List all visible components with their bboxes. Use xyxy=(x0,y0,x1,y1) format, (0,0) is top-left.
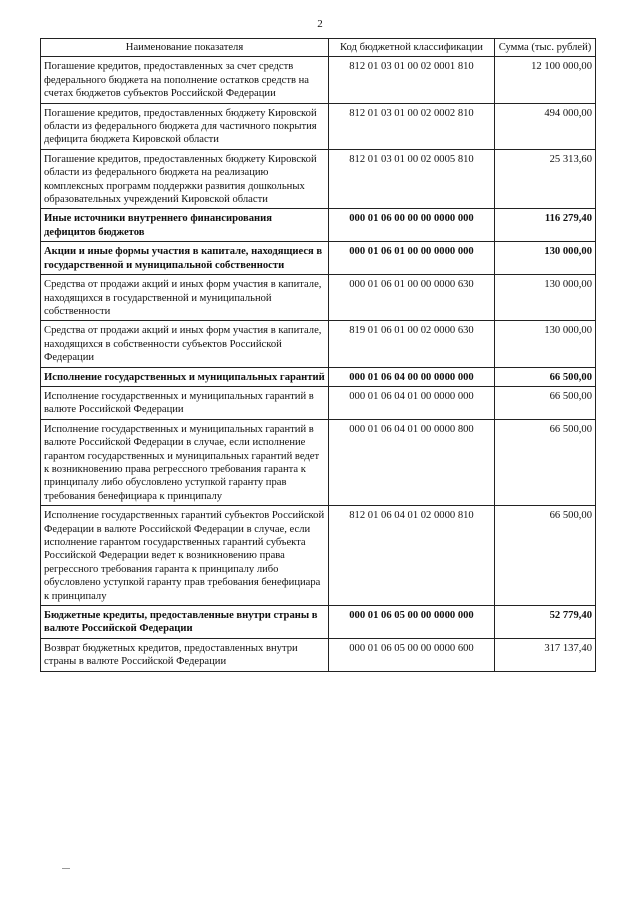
scan-mark xyxy=(62,868,70,869)
sum-cell: 52 779,40 xyxy=(495,606,596,639)
table-row xyxy=(41,321,596,367)
indicator-name-cell: Исполнение государственных и муниципальных гарантий в валюте Российской Федерации в случае, если исполнение гарантом государственных и муниципальных гарантий ведет к возникновению права регрессного требования гаранта к принципалу либо обусловлено уступкой гаранту прав требования бенефициара к принципалу xyxy=(41,419,329,505)
header-sum: Сумма (тыс. рублей) xyxy=(495,39,596,57)
budget-sources-table xyxy=(40,38,596,672)
table-row xyxy=(41,275,596,321)
classification-code-cell: 000 01 06 00 00 00 0000 000 xyxy=(329,209,495,242)
sum-cell: 130 000,00 xyxy=(495,321,596,367)
table-row-section xyxy=(41,606,596,639)
classification-code-cell: 812 01 06 04 01 02 0000 810 xyxy=(329,506,495,606)
sum-cell: 66 500,00 xyxy=(495,367,596,386)
table-header-row xyxy=(41,39,596,57)
indicator-name-cell: Средства от продажи акций и иных форм участия в капитале, находящихся в государственной и муниципальной собственности xyxy=(41,275,329,321)
sum-cell: 66 500,00 xyxy=(495,506,596,606)
indicator-name-cell: Иные источники внутреннего финансирования дефицитов бюджетов xyxy=(41,209,329,242)
table-row xyxy=(41,386,596,419)
sum-cell: 12 100 000,00 xyxy=(495,57,596,103)
classification-code-cell: 000 01 06 04 00 00 0000 000 xyxy=(329,367,495,386)
table-row xyxy=(41,103,596,149)
classification-code-cell: 812 01 03 01 00 02 0002 810 xyxy=(329,103,495,149)
sum-cell: 66 500,00 xyxy=(495,419,596,505)
sum-cell: 25 313,60 xyxy=(495,149,596,209)
table-row xyxy=(41,638,596,671)
indicator-name-cell: Погашение кредитов, предоставленных бюджету Кировской области из федерального бюджета на реализацию комплексных программ поддержки развития дошкольных образовательных учреждений Кировской области xyxy=(41,149,329,209)
classification-code-cell: 000 01 06 05 00 00 0000 600 xyxy=(329,638,495,671)
sum-cell: 116 279,40 xyxy=(495,209,596,242)
sum-cell: 130 000,00 xyxy=(495,242,596,275)
table-row xyxy=(41,149,596,209)
classification-code-cell: 000 01 06 04 01 00 0000 800 xyxy=(329,419,495,505)
table-row xyxy=(41,57,596,103)
indicator-name-cell: Исполнение государственных и муниципальных гарантий в валюте Российской Федерации xyxy=(41,386,329,419)
table-row-section xyxy=(41,367,596,386)
table-row xyxy=(41,506,596,606)
classification-code-cell: 000 01 06 04 01 00 0000 000 xyxy=(329,386,495,419)
classification-code-cell: 812 01 03 01 00 02 0001 810 xyxy=(329,57,495,103)
indicator-name-cell: Погашение кредитов, предоставленных бюджету Кировской области из федерального бюджета для частичного покрытия дефицита бюджета Кировской области xyxy=(41,103,329,149)
indicator-name-cell: Исполнение государственных и муниципальных гарантий xyxy=(41,367,329,386)
table-row-section xyxy=(41,242,596,275)
indicator-name-cell: Погашение кредитов, предоставленных за счет средств федерального бюджета на пополнение остатков средств на счетах бюджетов субъектов Российской Федерации xyxy=(41,57,329,103)
classification-code-cell: 819 01 06 01 00 02 0000 630 xyxy=(329,321,495,367)
table-row-section xyxy=(41,209,596,242)
indicator-name-cell: Средства от продажи акций и иных форм участия в капитале, находящихся в собственности субъектов Российской Федерации xyxy=(41,321,329,367)
indicator-name-cell: Исполнение государственных гарантий субъектов Российской Федерации в валюте Российской Федерации в случае, если исполнение гарантом государственных гарантий субъекта Российской Федерации ведет к возникновению права регрессного требования гаранта к принципалу либо обусловлено уступкой гаранту прав требования бенефициара к принципалу xyxy=(41,506,329,606)
classification-code-cell: 000 01 06 01 00 00 0000 000 xyxy=(329,242,495,275)
header-indicator-name: Наименование показателя xyxy=(41,39,329,57)
page-number: 2 xyxy=(317,18,323,30)
sum-cell: 494 000,00 xyxy=(495,103,596,149)
header-classification-code: Код бюджетной классификации xyxy=(329,39,495,57)
sum-cell: 317 137,40 xyxy=(495,638,596,671)
classification-code-cell: 000 01 06 01 00 00 0000 630 xyxy=(329,275,495,321)
table-row xyxy=(41,419,596,505)
sum-cell: 66 500,00 xyxy=(495,386,596,419)
indicator-name-cell: Акции и иные формы участия в капитале, находящиеся в государственной и муниципальной собственности xyxy=(41,242,329,275)
indicator-name-cell: Возврат бюджетных кредитов, предоставленных внутри страны в валюте Российской Федерации xyxy=(41,638,329,671)
classification-code-cell: 812 01 03 01 00 02 0005 810 xyxy=(329,149,495,209)
sum-cell: 130 000,00 xyxy=(495,275,596,321)
classification-code-cell: 000 01 06 05 00 00 0000 000 xyxy=(329,606,495,639)
indicator-name-cell: Бюджетные кредиты, предоставленные внутри страны в валюте Российской Федерации xyxy=(41,606,329,639)
